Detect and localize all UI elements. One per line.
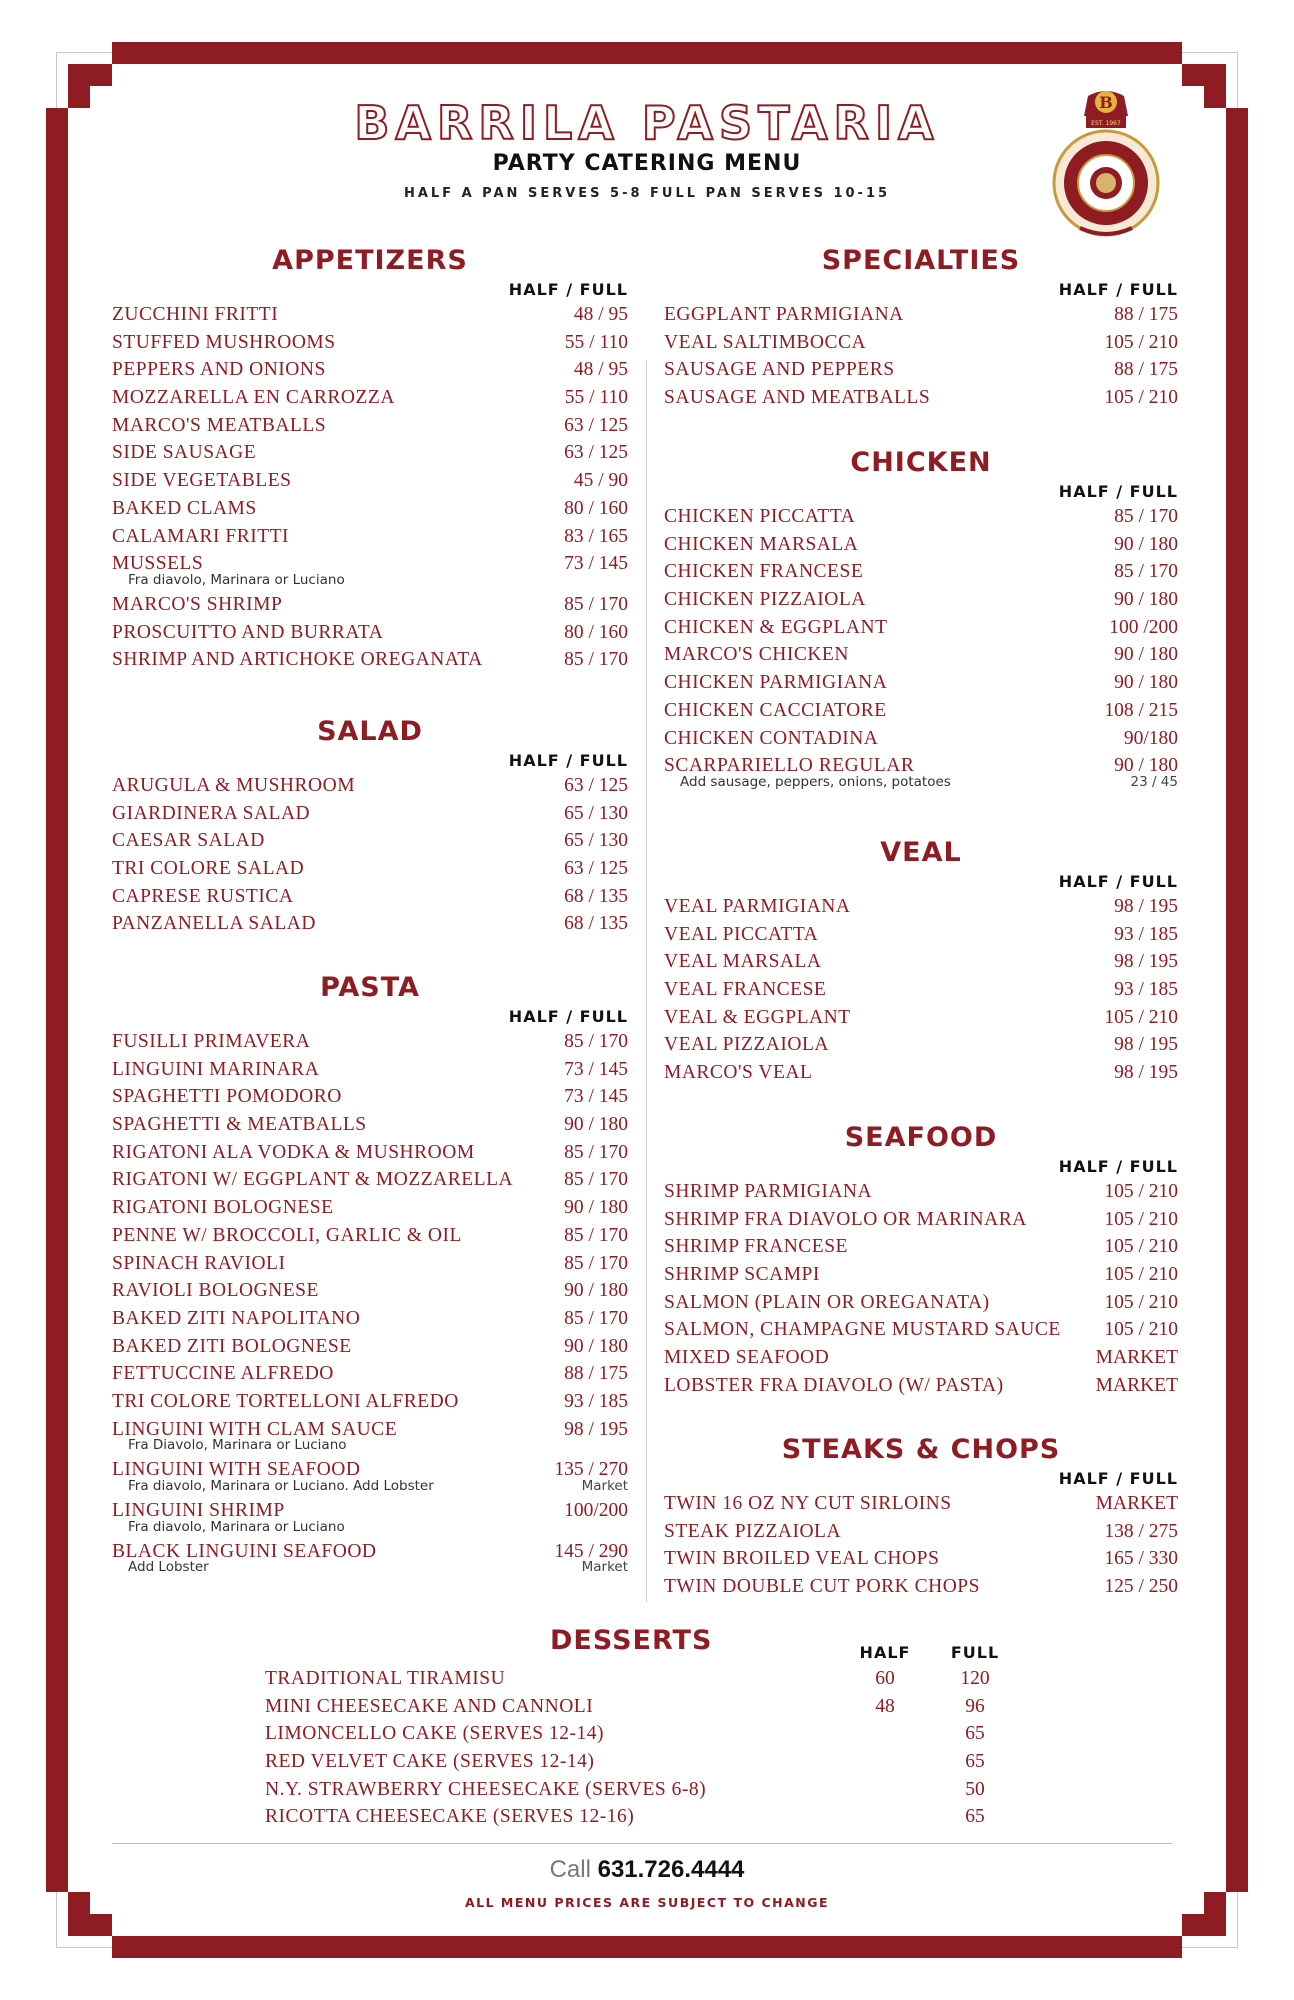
menu-item: [112, 646, 628, 674]
menu-item: [664, 976, 1178, 1004]
menu-item-name: CHICKEN PARMIGIANA: [664, 672, 888, 694]
menu-item: [664, 1518, 1178, 1546]
menu-item: [664, 356, 1178, 384]
price-column-header: HALF / FULL: [1058, 1157, 1178, 1176]
menu-item-name: CAESAR SALAD: [112, 830, 265, 852]
menu-item-name: TWIN 16 OZ NY CUT SIRLOINS: [664, 1493, 952, 1514]
menu-item-price: 48 / 95: [573, 304, 628, 325]
menu-item: [664, 1344, 1178, 1372]
menu-item-price: 63 / 125: [564, 858, 628, 880]
menu-item-price: 88 / 175: [1114, 359, 1178, 381]
menu-item-name: LINGUINI SHRIMP: [112, 1500, 285, 1521]
dessert-item: [265, 1720, 985, 1748]
menu-item-price: 105 / 210: [1104, 387, 1178, 409]
restaurant-name: BARRILA PASTARIA: [354, 96, 940, 150]
menu-item: [664, 1316, 1178, 1344]
menu-item-price: 73 / 145: [564, 1086, 628, 1108]
footer-divider: [112, 1843, 1172, 1844]
menu-item-note-text: Add Lobster: [128, 1559, 209, 1576]
menu-item: [112, 467, 628, 495]
dessert-full-price: 65: [965, 1751, 985, 1773]
menu-item-name: PEPPERS AND ONIONS: [112, 359, 326, 381]
menu-item-price: 90 / 180: [1114, 589, 1178, 611]
menu-item-name: MARCO'S MEATBALLS: [112, 414, 327, 436]
menu-item-price: 105 / 210: [1104, 1319, 1178, 1341]
menu-item: [664, 893, 1178, 921]
menu-item-name: LOBSTER FRA DIAVOLO (W/ PASTA): [664, 1374, 1004, 1396]
menu-item: [112, 384, 628, 412]
dessert-name: RICOTTA CHEESECAKE (SERVES 12-16): [265, 1806, 635, 1828]
menu-item: [112, 1083, 628, 1111]
menu-item-name: VEAL PICCATTA: [664, 923, 819, 945]
menu-item-price: 85 / 170: [564, 1252, 628, 1274]
section-title: SALAD: [317, 716, 423, 747]
menu-item-name: EGGPLANT PARMIGIANA: [664, 304, 904, 325]
menu-item-price: 55 / 110: [564, 387, 628, 409]
menu-item-price: 85 / 170: [564, 1224, 628, 1246]
dessert-item: [265, 1748, 985, 1776]
menu-item-name: SALMON, CHAMPAGNE MUSTARD SAUCE: [664, 1319, 1061, 1341]
frame-bar-bottom: [112, 1936, 1182, 1958]
menu-item-price: MARKET: [1095, 1374, 1178, 1396]
menu-item: [664, 1031, 1178, 1059]
menu-item-name: SIDE SAUSAGE: [112, 442, 257, 464]
salad-section: [112, 714, 628, 938]
dessert-name: N.Y. STRAWBERRY CHEESECAKE (SERVES 6-8): [265, 1778, 707, 1800]
menu-item-name: MUSSELS: [112, 553, 204, 575]
menu-item-name: VEAL & EGGPLANT: [664, 1006, 851, 1028]
menu-item-name: MIXED SEAFOOD: [664, 1347, 830, 1369]
menu-item-name: SHRIMP AND ARTICHOKE OREGANATA: [112, 649, 483, 671]
price-column-header: HALF / FULL: [1058, 1469, 1178, 1488]
phone-number[interactable]: 631.726.4444: [597, 1856, 745, 1883]
logo-est: EST. 1967: [1091, 120, 1121, 127]
menu-item-price: 85 / 170: [1114, 506, 1178, 527]
menu-item-name: SHRIMP PARMIGIANA: [664, 1181, 873, 1202]
menu-item-name: TWIN BROILED VEAL CHOPS: [664, 1548, 940, 1570]
menu-item-note-text: Fra diavolo, Marinara or Luciano: [128, 571, 345, 588]
menu-item-price: 105 / 210: [1104, 1236, 1178, 1258]
menu-item-price: 73 / 145: [564, 553, 628, 575]
menu-item-name: BAKED CLAMS: [112, 497, 257, 519]
price-column-header: HALF / FULL: [508, 1007, 628, 1026]
menu-item-name: RAVIOLI BOLOGNESE: [112, 1280, 319, 1302]
menu-item-price: 105 / 210: [1104, 1264, 1178, 1286]
menu-item-name: ZUCCHINI FRITTI: [112, 304, 279, 325]
menu-item: [664, 1289, 1178, 1317]
menu-item-price: 90 / 180: [1114, 533, 1178, 555]
servings-note: HALF A PAN SERVES 5-8 FULL PAN SERVES 10-15: [403, 186, 891, 201]
menu-item-name: RIGATONI ALA VODKA & MUSHROOM: [112, 1141, 475, 1163]
chicken-section: [664, 445, 1178, 793]
menu-item-price: 85 / 170: [1114, 561, 1178, 583]
menu-item: [664, 1261, 1178, 1289]
menu-item-name: STEAK PIZZAIOLA: [664, 1520, 842, 1542]
menu-item: [112, 1250, 628, 1278]
full-column-header: FULL: [950, 1643, 1000, 1662]
menu-item-name: TRI COLORE TORTELLONI ALFREDO: [112, 1390, 459, 1412]
menu-item: [664, 384, 1178, 412]
menu-item-name: VEAL SALTIMBOCCA: [664, 331, 867, 353]
dessert-full-price: 65: [965, 1806, 985, 1828]
menu-item: [112, 855, 628, 883]
menu-item-price: 80 / 160: [564, 497, 628, 519]
menu-item-note: [112, 1519, 628, 1538]
menu-item-price: 105 / 210: [1104, 1291, 1178, 1313]
dessert-half-price: 60: [875, 1668, 895, 1689]
menu-item: [664, 558, 1178, 586]
menu-item-price: 135 / 270: [554, 1459, 628, 1481]
menu-item: [112, 772, 628, 800]
menu-item: [112, 1360, 628, 1388]
menu-item-price: 85 / 170: [564, 1307, 628, 1329]
menu-item-name: MOZZARELLA EN CARROZZA: [112, 387, 395, 409]
menu-item: [112, 523, 628, 551]
price-column-header: HALF / FULL: [1058, 872, 1178, 891]
dessert-full-price: 120: [960, 1668, 990, 1689]
menu-item-name: VEAL PARMIGIANA: [664, 896, 851, 917]
menu-item: [112, 1139, 628, 1167]
menu-item-name: CHICKEN CACCIATORE: [664, 699, 887, 721]
menu-item-name: SHRIMP FRANCESE: [664, 1236, 848, 1258]
menu-item: [112, 439, 628, 467]
menu-item-price: 45 / 90: [573, 470, 628, 492]
menu-item: [664, 921, 1178, 949]
menu-item: [112, 1277, 628, 1305]
menu-item: [112, 591, 628, 619]
menu-item-name: SALMON (PLAIN OR OREGANATA): [664, 1291, 990, 1313]
menu-item-name: CALAMARI FRITTI: [112, 525, 290, 547]
menu-item-price: 105 / 210: [1104, 1006, 1178, 1028]
menu-item-note-price: Market: [581, 1559, 628, 1576]
menu-item-price: 98 / 195: [1114, 1062, 1178, 1084]
section-title: SPECIALTIES: [821, 245, 1021, 276]
menu-item-price: 55 / 110: [564, 331, 628, 353]
dessert-item: [265, 1693, 985, 1721]
menu-item: [112, 1388, 628, 1416]
menu-item-price: 83 / 165: [564, 525, 628, 547]
menu-item-name: BAKED ZITI NAPOLITANO: [112, 1307, 361, 1329]
column-divider: [646, 360, 647, 1602]
menu-item-price: MARKET: [1095, 1347, 1178, 1369]
menu-item: [112, 356, 628, 384]
menu-item-note-text: Fra diavolo, Marinara or Luciano. Add Lobster: [128, 1478, 434, 1494]
menu-item-name: GIARDINERA SALAD: [112, 802, 311, 824]
dessert-name: MINI CHEESECAKE AND CANNOLI: [265, 1695, 594, 1717]
menu-item-price: 90 / 180: [1114, 755, 1178, 777]
menu-item-price: 145 / 290: [554, 1540, 628, 1562]
menu-item-name: LINGUINI WITH CLAM SAUCE: [112, 1418, 398, 1440]
menu-item-price: 85 / 170: [564, 1169, 628, 1191]
menu-item: [112, 883, 628, 911]
menu-item: [664, 531, 1178, 559]
menu-item-price: 98 / 195: [564, 1418, 628, 1440]
menu-item-price: 98 / 195: [1114, 1034, 1178, 1056]
menu-item-price: 105 / 210: [1104, 1208, 1178, 1230]
menu-item: [112, 619, 628, 647]
menu-item-name: TWIN DOUBLE CUT PORK CHOPS: [664, 1576, 980, 1598]
menu-item-price: 80 / 160: [564, 621, 628, 643]
menu-item: [112, 1305, 628, 1333]
menu-item-price: 68 / 135: [564, 913, 628, 935]
menu-item: [112, 495, 628, 523]
menu-item: [112, 1028, 628, 1056]
menu-item-price: 93 / 185: [1114, 979, 1178, 1001]
frame-bar-left: [46, 108, 68, 1892]
price-column-header: HALF / FULL: [508, 751, 628, 770]
menu-item-name: VEAL FRANCESE: [664, 979, 827, 1001]
menu-item-price: 105 / 210: [1104, 331, 1178, 353]
menu-item-name: SCARPARIELLO REGULAR: [664, 755, 915, 777]
menu-item-name: SPAGHETTI POMODORO: [112, 1086, 342, 1108]
menu-item-name: PENNE W/ BROCCOLI, GARLIC & OIL: [112, 1224, 462, 1246]
menu-item-note-text: Fra Diavolo, Marinara or Luciano: [128, 1437, 347, 1454]
menu-item-name: BLACK LINGUINI SEAFOOD: [112, 1540, 377, 1562]
menu-item-price: 108 / 215: [1104, 699, 1178, 721]
menu-item: [664, 1206, 1178, 1234]
section-title: PASTA: [320, 972, 420, 1003]
menu-item: [112, 1166, 628, 1194]
menu-item-name: SPAGHETTI & MEATBALLS: [112, 1114, 367, 1136]
dessert-item: [265, 1665, 990, 1693]
menu-item-name: SAUSAGE AND MEATBALLS: [664, 387, 931, 409]
menu-item: [664, 1059, 1178, 1087]
menu-item-price: 90/180: [1123, 727, 1178, 749]
menu-item-price: 138 / 275: [1104, 1520, 1178, 1542]
price-column-header: HALF / FULL: [1058, 280, 1178, 299]
logo-initial: B: [1099, 93, 1113, 112]
menu-item-price: 90 / 180: [1114, 644, 1178, 666]
menu-item-note-text: Fra diavolo, Marinara or Luciano: [128, 1518, 345, 1535]
menu-item-name: ARUGULA & MUSHROOM: [112, 775, 356, 796]
section-title: SEAFOOD: [844, 1122, 998, 1153]
price-column-header: HALF / FULL: [1058, 482, 1178, 501]
pasta-section: [112, 970, 628, 1578]
menu-item-name: SAUSAGE AND PEPPERS: [664, 359, 895, 381]
menu-item: [664, 1178, 1178, 1206]
menu-item-price: 90 / 180: [1114, 672, 1178, 694]
menu-item: [664, 725, 1178, 753]
menu-item-price: 48 / 95: [573, 359, 628, 381]
menu-item-name: FUSILLI PRIMAVERA: [112, 1031, 311, 1052]
section-title: STEAKS & CHOPS: [781, 1434, 1061, 1465]
menu-item-price: 85 / 170: [564, 649, 628, 671]
menu-item: [112, 1194, 628, 1222]
menu-item-name: MARCO'S VEAL: [664, 1062, 813, 1084]
dessert-full-price: 50: [965, 1778, 985, 1800]
menu-item-price: 73 / 145: [564, 1058, 628, 1080]
menu-item-name: RIGATONI BOLOGNESE: [112, 1197, 334, 1219]
menu-item-price: 98 / 195: [1114, 951, 1178, 973]
menu-item-name: PANZANELLA SALAD: [112, 913, 316, 935]
menu-item: [664, 614, 1178, 642]
menu-item-name: STUFFED MUSHROOMS: [112, 331, 336, 353]
menu-item-price: 165 / 330: [1104, 1548, 1178, 1570]
frame-bar-right: [1226, 108, 1248, 1892]
menu-item-name: CHICKEN PIZZAIOLA: [664, 589, 866, 611]
dessert-half-price: 48: [875, 1695, 895, 1717]
veal-section: [664, 835, 1178, 1087]
menu-item-price: 93 / 185: [1114, 923, 1178, 945]
menu-item-price: 88 / 175: [564, 1363, 628, 1385]
menu-item-name: SHRIMP FRA DIAVOLO OR MARINARA: [664, 1208, 1027, 1230]
menu-item: [664, 948, 1178, 976]
menu-item-price: 100 /200: [1109, 616, 1178, 638]
menu-item-name: CHICKEN CONTADINA: [664, 727, 879, 749]
menu-item: [664, 669, 1178, 697]
menu-item-price: MARKET: [1095, 1493, 1178, 1514]
menu-item-name: SIDE VEGETABLES: [112, 470, 292, 492]
menu-item-name: CHICKEN & EGGPLANT: [664, 616, 888, 638]
menu-item-name: VEAL MARSALA: [664, 951, 822, 973]
dessert-list: [265, 1665, 990, 1831]
menu-item-note-text: Add sausage, peppers, onions, potatoes: [680, 773, 951, 790]
menu-item-name: RIGATONI W/ EGGPLANT & MOZZARELLA: [112, 1169, 514, 1191]
menu-item: [112, 1222, 628, 1250]
menu-item-note: [112, 1478, 628, 1497]
menu-item-price: 68 / 135: [564, 885, 628, 907]
menu-item-name: CHICKEN MARSALA: [664, 533, 859, 555]
menu-item: [112, 1056, 628, 1084]
section-title: CHICKEN: [850, 447, 992, 478]
half-column-header: HALF: [859, 1643, 911, 1662]
menu-item-price: 90 / 180: [564, 1280, 628, 1302]
menu-item-price: 125 / 250: [1104, 1576, 1178, 1598]
menu-item-name: VEAL PIZZAIOLA: [664, 1034, 829, 1056]
seafood-section: [664, 1120, 1178, 1400]
menu-item-name: FETTUCCINE ALFREDO: [112, 1363, 334, 1385]
menu-item-price: 65 / 130: [564, 802, 628, 824]
menu-item-name: PROSCUITTO AND BURRATA: [112, 621, 384, 643]
menu-item-note-price: Market: [581, 1478, 628, 1494]
menu-item-name: CHICKEN PICCATTA: [664, 506, 856, 527]
menu-item: [112, 412, 628, 440]
menu-item: [112, 910, 628, 938]
menu-item: [664, 641, 1178, 669]
menu-item: [664, 1573, 1178, 1601]
menu-item-note: [112, 572, 628, 591]
frame-bar-top: [112, 42, 1182, 64]
appetizers-section: [112, 243, 628, 674]
menu-subtitle: PARTY CATERING MENU: [492, 151, 802, 176]
menu-item-price: 105 / 210: [1104, 1181, 1178, 1202]
menu-item: [112, 827, 628, 855]
menu-item: [112, 1333, 628, 1361]
restaurant-crest-logo: [1048, 88, 1164, 238]
menu-item: [664, 697, 1178, 725]
dessert-full-price: 65: [965, 1723, 985, 1745]
menu-item-note-price: 23 / 45: [1130, 773, 1178, 790]
menu-item: [664, 586, 1178, 614]
menu-item-name: LINGUINI WITH SEAFOOD: [112, 1459, 361, 1481]
dessert-name: LIMONCELLO CAKE (SERVES 12-14): [265, 1723, 604, 1745]
menu-item-name: CAPRESE RUSTICA: [112, 885, 294, 907]
menu-item-name: LINGUINI MARINARA: [112, 1058, 320, 1080]
menu-item-note: [664, 774, 1178, 793]
menu-item: [664, 329, 1178, 357]
dessert-item: [265, 1776, 985, 1804]
menu-item-price: 90 / 180: [564, 1114, 628, 1136]
menu-item: [664, 301, 1178, 329]
section-title: APPETIZERS: [272, 245, 468, 276]
menu-item-price: 93 / 185: [564, 1390, 628, 1412]
dessert-full-price: 96: [965, 1695, 985, 1717]
menu-item: [112, 800, 628, 828]
menu-item-price: 90 / 180: [564, 1197, 628, 1219]
dessert-name: RED VELVET CAKE (SERVES 12-14): [265, 1751, 595, 1773]
menu-item-price: 98 / 195: [1114, 896, 1178, 917]
menu-item-price: 63 / 125: [564, 442, 628, 464]
menu-item-price: 100/200: [564, 1500, 628, 1521]
menu-item-price: 63 / 125: [564, 414, 628, 436]
menu-item-name: BAKED ZITI BOLOGNESE: [112, 1335, 352, 1357]
menu-item: [664, 1372, 1178, 1400]
menu-item: [664, 1545, 1178, 1573]
menu-item: [664, 1233, 1178, 1261]
section-title: VEAL: [880, 837, 962, 868]
price-column-header: HALF / FULL: [508, 280, 628, 299]
dessert-name: TRADITIONAL TIRAMISU: [265, 1668, 506, 1689]
specialties-section: [664, 243, 1178, 412]
menu-item-price: 85 / 170: [564, 593, 628, 615]
menu-item-price: 90 / 180: [564, 1335, 628, 1357]
dessert-item: [265, 1803, 985, 1831]
phone-line: [0, 1856, 1294, 1884]
menu-item: [112, 329, 628, 357]
menu-item: [664, 1004, 1178, 1032]
menu-item-price: 88 / 175: [1114, 304, 1178, 325]
menu-item-name: SPINACH RAVIOLI: [112, 1252, 286, 1274]
menu-item: [112, 1111, 628, 1139]
steaks-section: [664, 1432, 1178, 1601]
section-title: DESSERTS: [550, 1625, 713, 1656]
menu-item-name: CHICKEN FRANCESE: [664, 561, 864, 583]
menu-item: [112, 301, 628, 329]
menu-item-price: 63 / 125: [564, 775, 628, 796]
menu-item-price: 65 / 130: [564, 830, 628, 852]
menu-item-name: SHRIMP SCAMPI: [664, 1264, 820, 1286]
price-disclaimer: ALL MENU PRICES ARE SUBJECT TO CHANGE: [464, 1895, 830, 1910]
menu-item-price: 85 / 170: [564, 1031, 628, 1052]
call-label: Call: [549, 1856, 591, 1883]
menu-item-name: MARCO'S SHRIMP: [112, 593, 283, 615]
menu-item-name: MARCO'S CHICKEN: [664, 644, 849, 666]
menu-item: [664, 503, 1178, 531]
menu-item: [664, 1490, 1178, 1518]
menu-item-name: TRI COLORE SALAD: [112, 858, 305, 880]
menu-item-price: 85 / 170: [564, 1141, 628, 1163]
